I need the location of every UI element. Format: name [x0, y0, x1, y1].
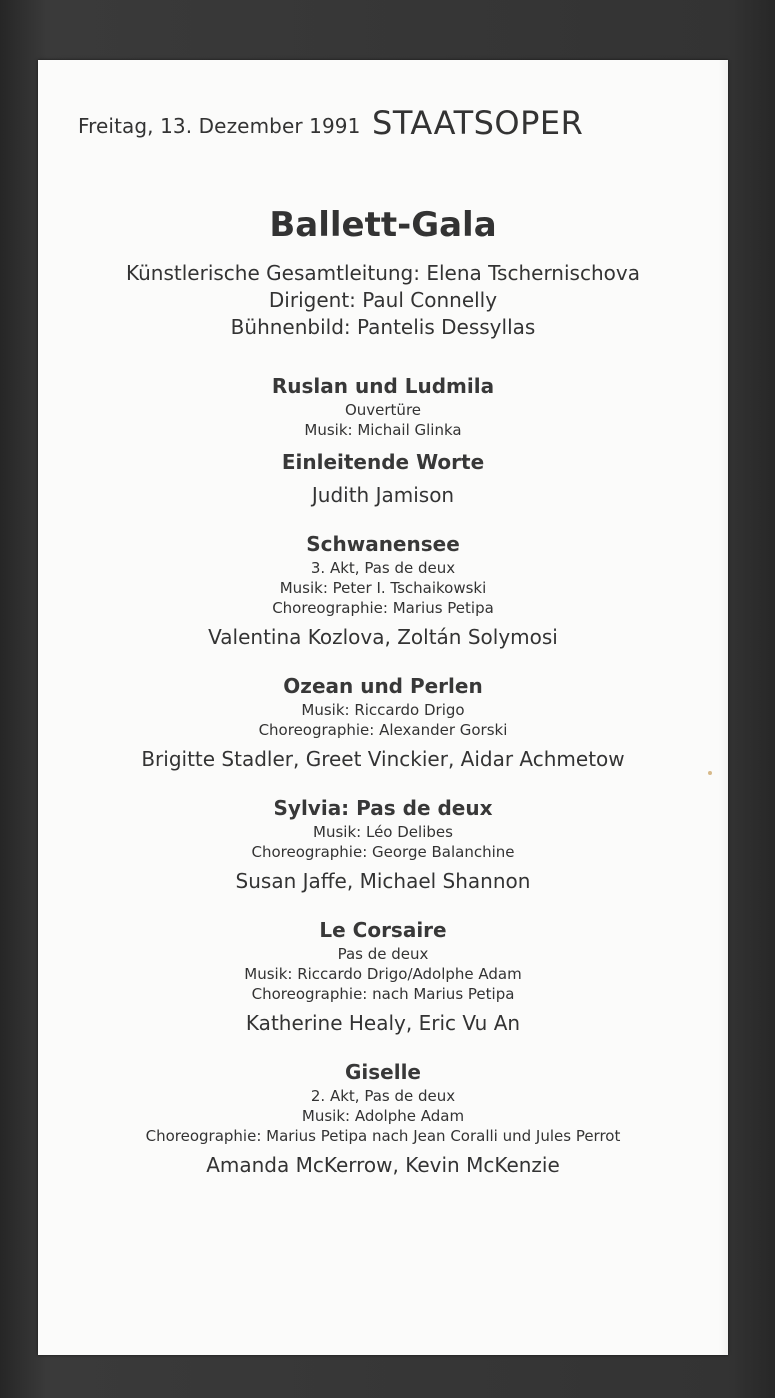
piece-title: Le Corsaire: [319, 918, 447, 942]
piece-title: Giselle: [344, 1060, 421, 1084]
piece-performers: Brigitte Stadler, Greet Vinckier, Aidar Achmetow: [141, 747, 625, 771]
piece-performers: Valentina Kozlova, Zoltán Solymosi: [208, 625, 558, 649]
piece-title: Einleitende Worte: [281, 450, 485, 474]
piece-detail: Choreographie: Marius Petipa nach Jean Coralli und Jules Perrot: [145, 1127, 621, 1145]
production-credits: [38, 260, 728, 341]
piece-title: Ruslan und Ludmila: [271, 374, 495, 398]
program-header: [78, 104, 638, 150]
stage-design-credit: Bühnenbild: Pantelis Dessyllas: [230, 315, 536, 339]
program-piece: [38, 916, 728, 1038]
piece-performers: Judith Jamison: [311, 483, 455, 507]
piece-performers: Amanda McKerrow, Kevin McKenzie: [206, 1153, 560, 1177]
program-piece: [38, 1058, 728, 1180]
program-piece: [38, 372, 728, 440]
piece-detail: Pas de deux: [337, 945, 429, 963]
program-piece: [38, 530, 728, 652]
program-pieces: [38, 372, 728, 1180]
piece-detail: Choreographie: nach Marius Petipa: [251, 985, 515, 1003]
piece-title: Sylvia: Pas de deux: [273, 796, 493, 820]
piece-detail: Ouvertüre: [344, 401, 422, 419]
piece-title: Schwanensee: [306, 532, 460, 556]
piece-detail: Musik: Léo Delibes: [313, 823, 453, 841]
piece-detail: Musik: Riccardo Drigo: [301, 701, 465, 719]
piece-detail: Musik: Peter I. Tschaikowski: [279, 579, 487, 597]
paper-speck: [708, 771, 712, 775]
artistic-director-credit: Künstlerische Gesamtleitung: Elena Tschernischova: [126, 261, 640, 285]
piece-detail: Musik: Adolphe Adam: [301, 1107, 465, 1125]
piece-detail: Musik: Riccardo Drigo/Adolphe Adam: [244, 965, 522, 983]
program-piece: [38, 448, 728, 510]
piece-detail: 2. Akt, Pas de deux: [310, 1087, 456, 1105]
performance-date: Freitag, 13. Dezember 1991: [78, 114, 361, 138]
piece-detail: Musik: Michail Glinka: [304, 421, 462, 439]
piece-detail: 3. Akt, Pas de deux: [310, 559, 456, 577]
piece-title: Ozean und Perlen: [283, 674, 483, 698]
gala-title: Ballett-Gala: [269, 205, 497, 245]
piece-detail: Choreographie: George Balanchine: [251, 843, 515, 861]
program-piece: [38, 794, 728, 896]
piece-detail: Choreographie: Marius Petipa: [272, 599, 494, 617]
piece-performers: Susan Jaffe, Michael Shannon: [235, 869, 531, 893]
conductor-credit: Dirigent: Paul Connelly: [268, 288, 498, 312]
program-piece: [38, 672, 728, 774]
piece-performers: Katherine Healy, Eric Vu An: [245, 1011, 521, 1035]
piece-detail: Choreographie: Alexander Gorski: [258, 721, 508, 739]
venue-name: STAATSOPER: [372, 104, 584, 142]
